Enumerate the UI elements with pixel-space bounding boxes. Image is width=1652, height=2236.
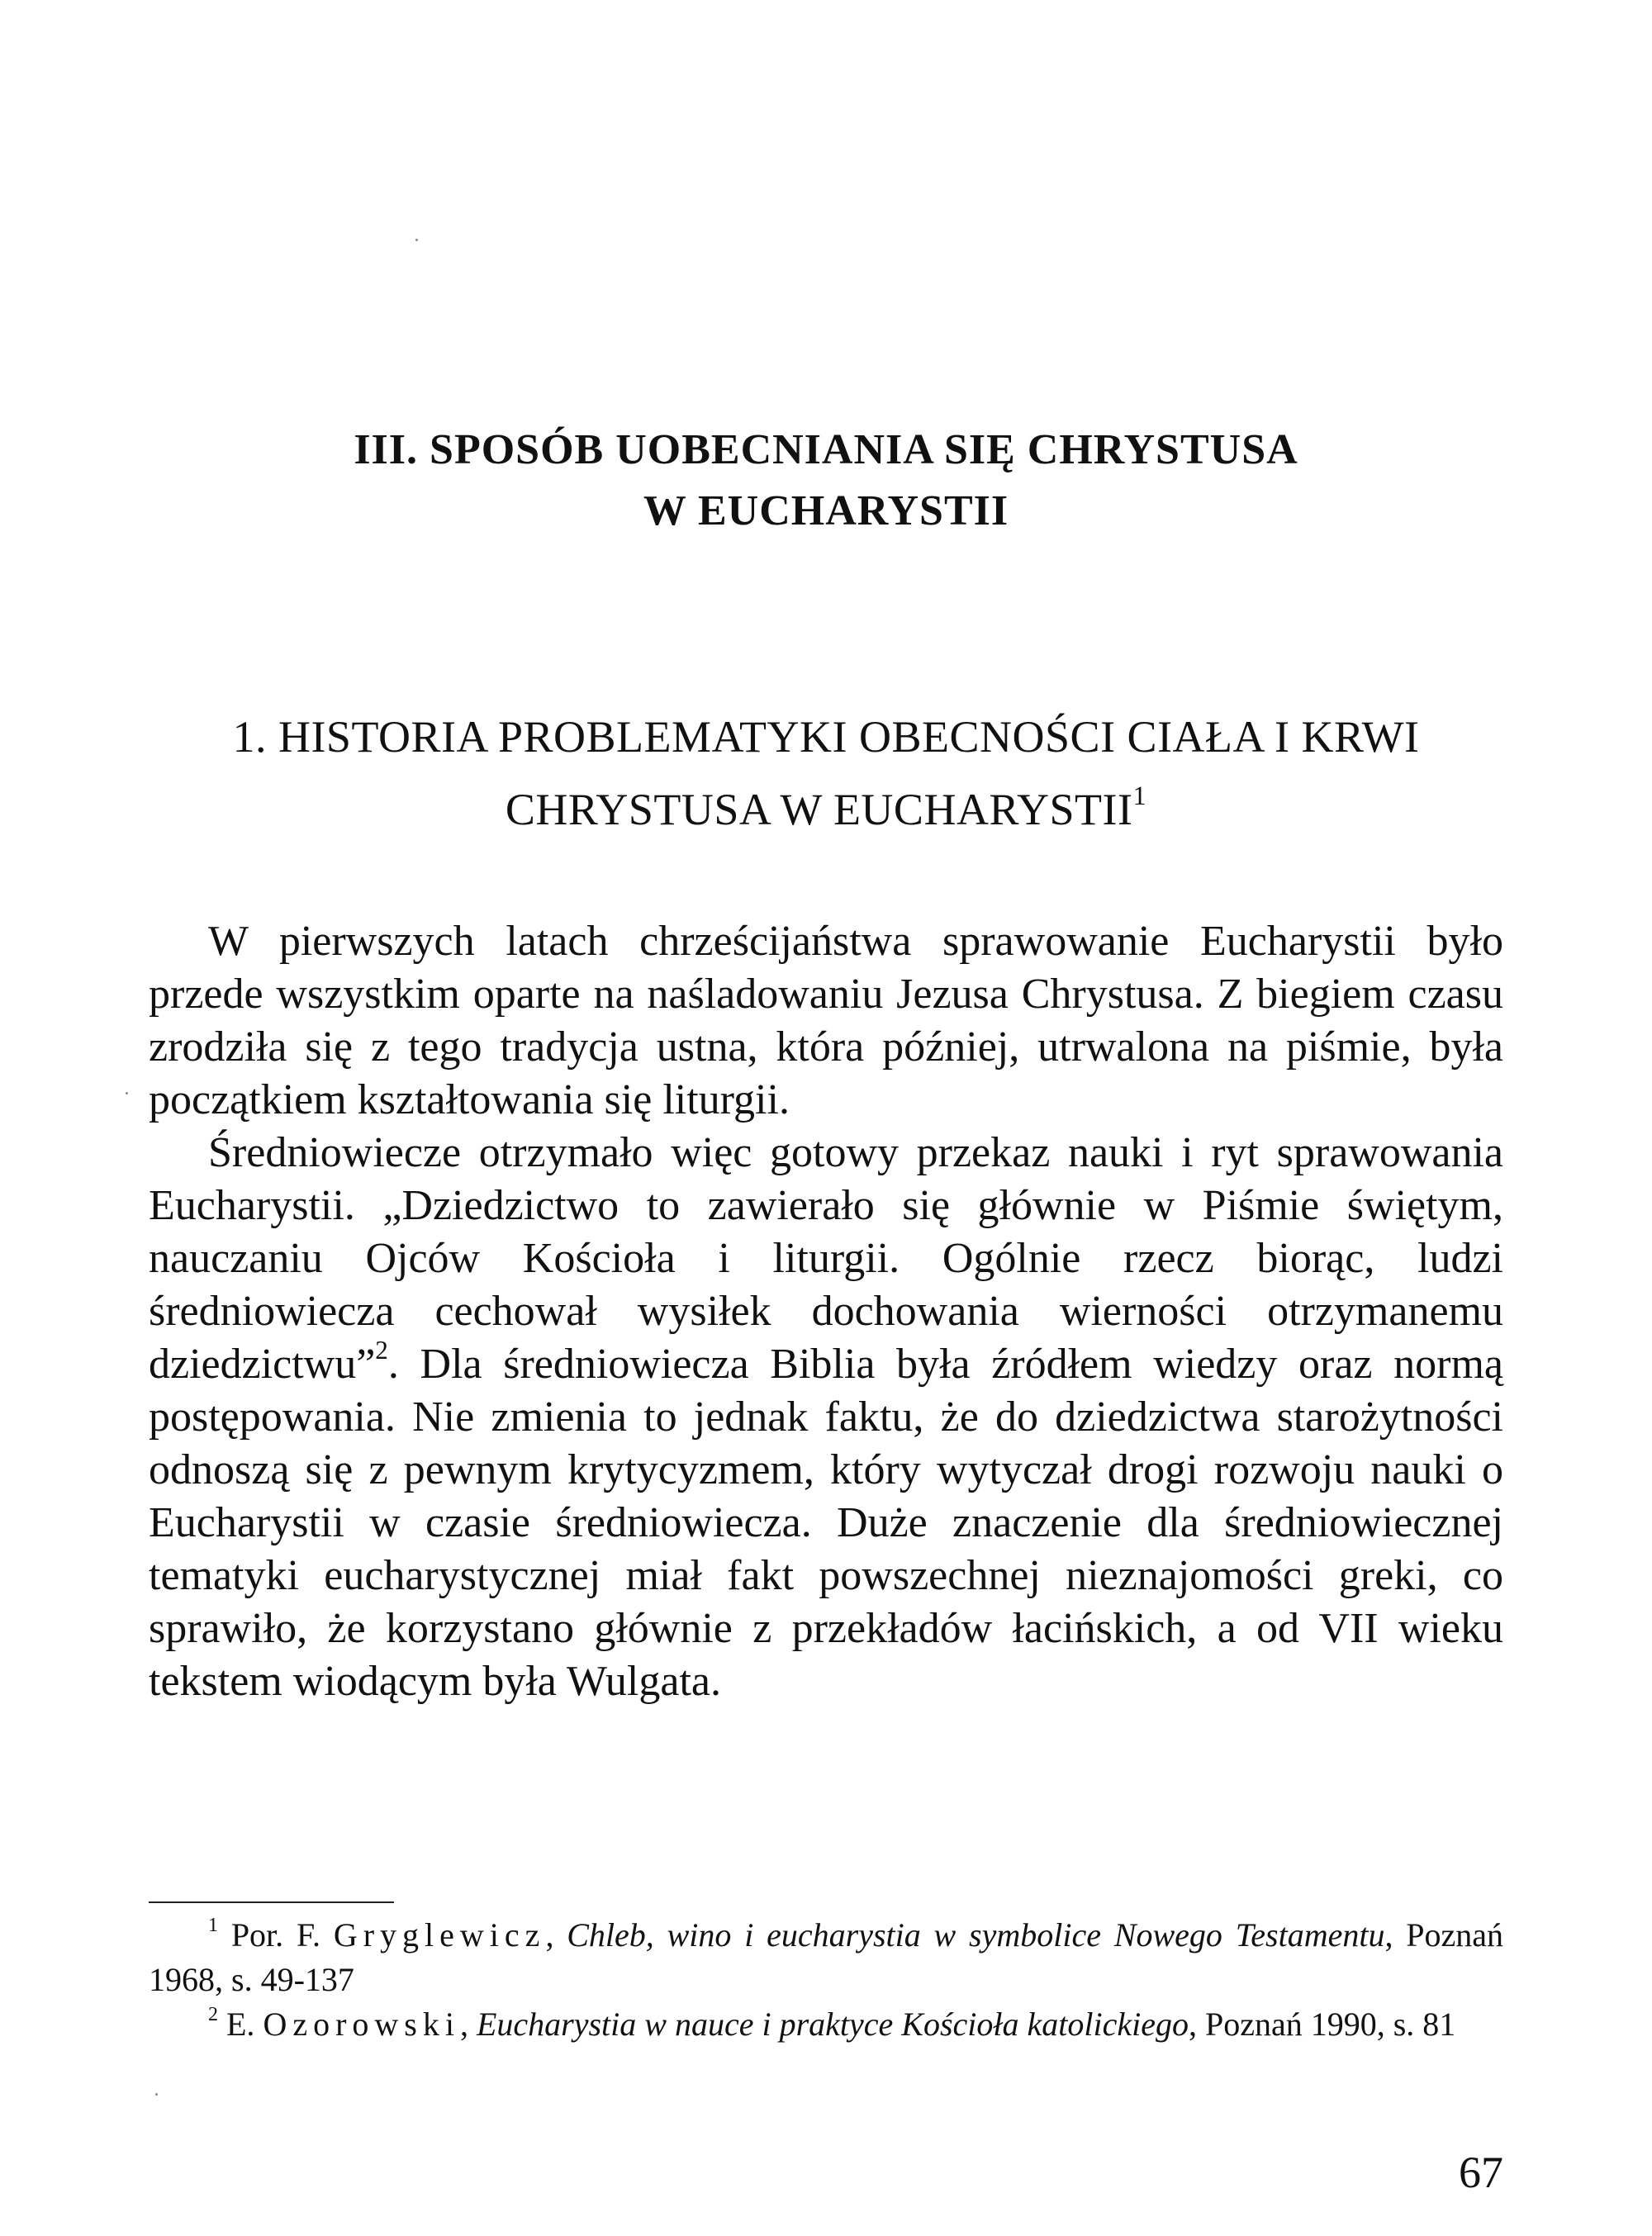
section-title-line-2 bbox=[0, 773, 1652, 846]
section-title-line-1: 1. HISTORIA PROBLEMATYKI OBECNOŚCI CIAŁA I KRWI bbox=[232, 712, 1420, 762]
paragraph-1: W pierwszych latach chrześcijaństwa sprawowanie Eucharystii było przede wszystkim oparte na naśladowaniu Jezusa Chrystusa. Z biegiem czasu zrodziła się z tego tradycja ustna, która później, utrwalona na piśmie, była początkiem kształtowania się liturgii. bbox=[149, 918, 1503, 1123]
section-title bbox=[0, 700, 1652, 846]
footnote-2-author: Ozorowski bbox=[263, 2006, 460, 2043]
scan-speck bbox=[155, 2093, 158, 2096]
paragraph-2-part-2: . Dla średniowiecza Biblia była źródłem wiedzy oraz normą postępowania. Nie zmienia to jednak faktu, że do dziedzictwa starożytności odnoszą się z pewnym krytycyzmem, który wytyczał drogi rozwoju nauki o Eucharystii w czasie średniowiecza. Duże znaczenie dla średniowiecznej tematyki eucharystycznej miał fakt powszechnej nieznajomości greki, co sprawiło, że korzystano głównie z przekładów łacińskich, a od VII wieku tekstem wiodącym była Wulgata. bbox=[149, 1341, 1503, 1705]
footnote-2: $^2$ E. Ozorowski, Eucharystia w nauce i praktyce Kościoła katolickiego, Poznań 1990, s. 81 bbox=[208, 2004, 1456, 2043]
paragraph-2 bbox=[149, 1127, 1503, 1708]
footnote-2-title: Eucharystia w nauce i praktyce Kościoła katolickiego bbox=[476, 2006, 1189, 2043]
footnote-2-prefix: E. bbox=[226, 2006, 255, 2043]
page-number: 67 bbox=[1459, 2148, 1503, 2197]
footnote-reference-2[interactable]: 2 bbox=[375, 1336, 388, 1365]
footnote-1-number: 1 bbox=[208, 1915, 218, 1937]
footnote-reference-1[interactable]: 1 bbox=[1132, 781, 1147, 812]
footnote-separator bbox=[149, 1901, 394, 1903]
paragraph-2-part-1: Średniowiecze otrzymało więc gotowy przekaz nauki i ryt sprawowania Eucharystii. „Dziedzictwo to zawierało się głównie w Piśmie świętym, nauczaniu Ojców Kościoła i liturgii. Ogólnie rzecz biorąc, ludzi średniowiecza cechował wysiłek dochowania wierności otrzymanemu dziedzictwu” bbox=[149, 1129, 1503, 1388]
scan-speck bbox=[415, 239, 418, 241]
footnote-1-prefix: Por. F. bbox=[230, 1916, 321, 1954]
footnote-1-title: Chleb, wino i eucharystia w symbolice Nowego Testamentu bbox=[567, 1916, 1385, 1954]
footnote-2-details: , Poznań 1990, s. 81 bbox=[1188, 2006, 1456, 2043]
chapter-title bbox=[0, 420, 1652, 542]
footnote-2-number: 2 bbox=[208, 2004, 218, 2026]
footnotes bbox=[149, 1913, 1503, 2047]
section-title-line-2-text: CHRYSTUSA W EUCHARYSTII bbox=[505, 785, 1133, 834]
scan-speck bbox=[126, 1092, 128, 1094]
footnote-1: $^1$ Por. F. Gryglewicz, Chleb, wino i eucharystia w symbolice Nowego Testamentu, Poznań 1968, s. 49-137 bbox=[149, 1915, 1504, 1998]
chapter-title-line-1: III. SPOSÓB UOBECNIANIA SIĘ CHRYSTUSA bbox=[354, 426, 1298, 473]
footnote-1-author: Gryglewicz bbox=[333, 1916, 546, 1954]
footnote-1-details: , Poznań 1968, s. 49-137 bbox=[149, 1916, 1504, 1998]
body-text bbox=[149, 915, 1503, 1708]
chapter-title-line-2: W EUCHARYSTII bbox=[643, 487, 1009, 534]
